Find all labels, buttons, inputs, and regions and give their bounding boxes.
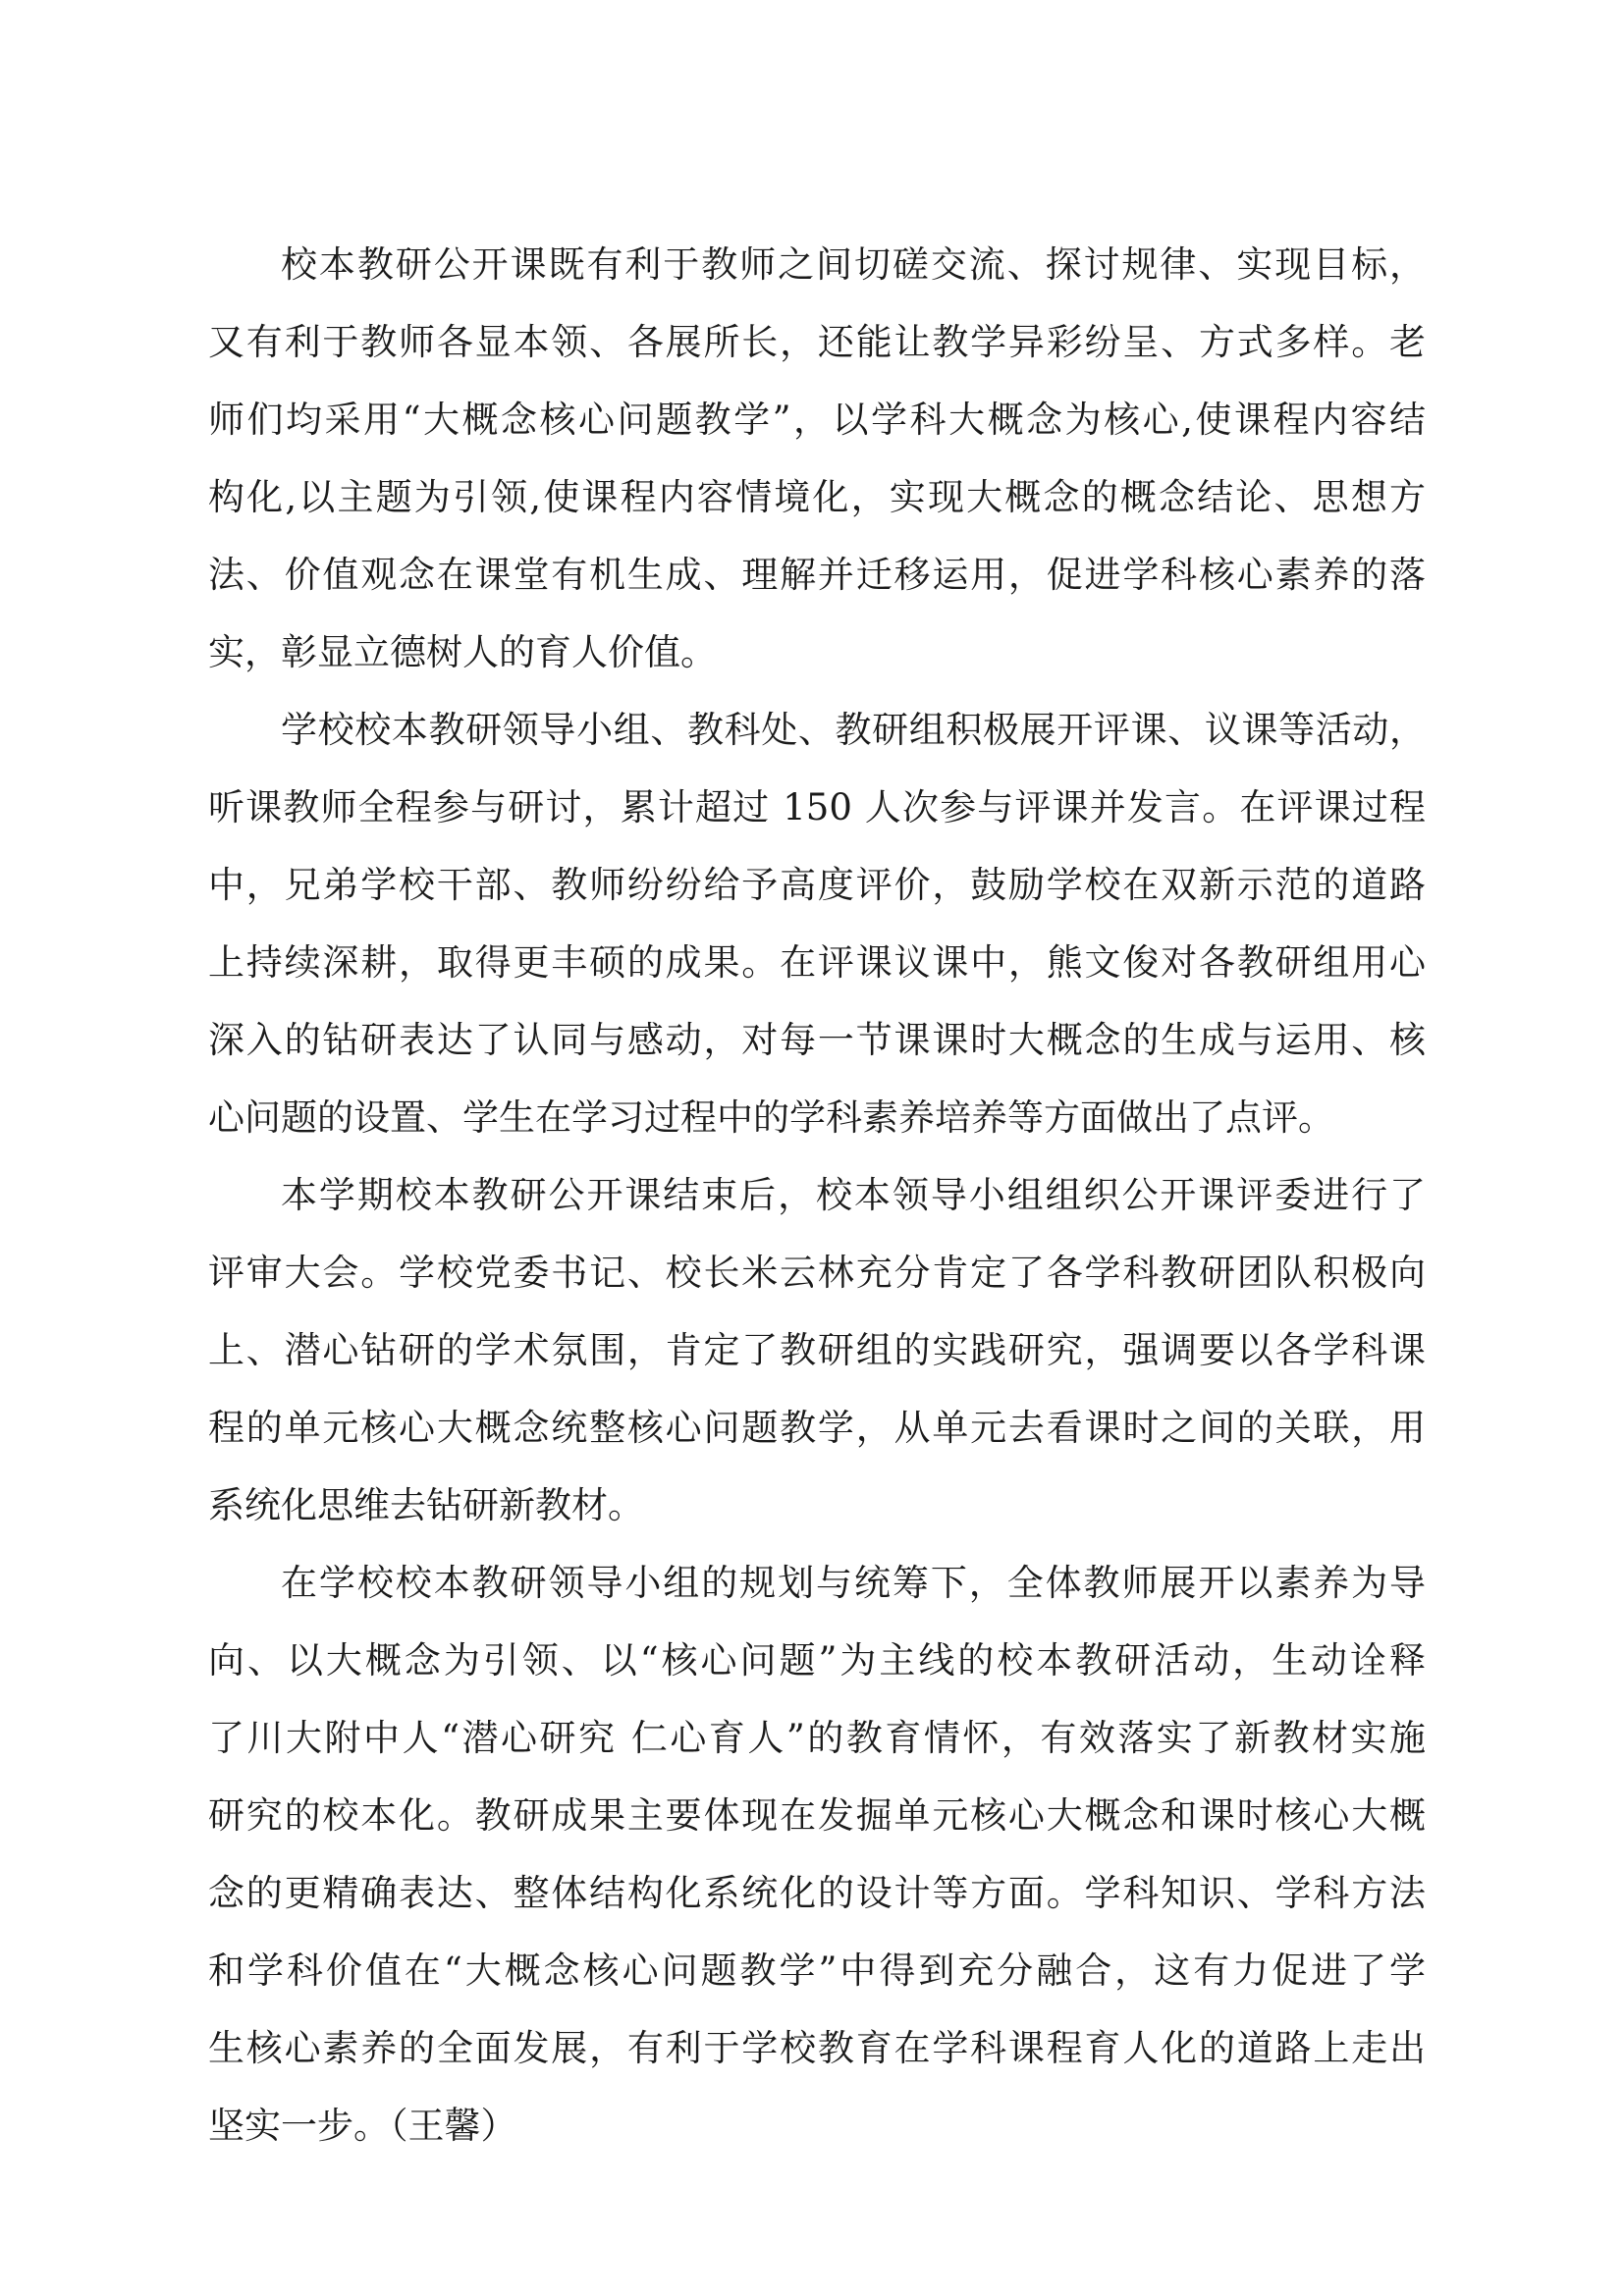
paragraph-4 [208,1544,1426,2164]
paragraph-line: 本学期校本教研公开课结束后，校本领导小组组织公开课评委进行了 [281,1174,1426,1216]
paragraph-2 [208,691,1426,1156]
paragraph-line: 向、以大概念为引领、以“核心问题”为主线的校本教研活动，生动诠释 [208,1639,1426,1682]
paragraph-line: 坚实一步。（王馨） [208,2105,517,2147]
paragraph-line: 上持续深耕，取得更丰硕的成果。在评课议课中，熊文俊对各教研组用心 [208,941,1426,984]
paragraph-line: 了川大附中人“潜心研究 仁心育人”的教育情怀，有效落实了新教材实施 [208,1717,1426,1759]
paragraph-line: 师们均采用“大概念核心问题教学”，以学科大概念为核心,使课程内容结 [208,399,1426,441]
document-page [208,226,1426,2164]
paragraph-line: 法、价值观念在课堂有机生成、理解并迁移运用，促进学科核心素养的落 [208,554,1426,596]
paragraph-1 [208,226,1426,691]
paragraph-line: 学校校本教研领导小组、教科处、教研组积极展开评课、议课等活动， [281,709,1426,751]
paragraph-line: 深入的钻研表达了认同与感动，对每一节课课时大概念的生成与运用、核 [208,1019,1426,1061]
paragraph-3 [208,1156,1426,1544]
paragraph-line: 程的单元核心大概念统整核心问题教学，从单元去看课时之间的关联，用 [208,1407,1426,1449]
paragraph-line: 研究的校本化。教研成果主要体现在发掘单元核心大概念和课时核心大概 [208,1794,1426,1837]
paragraph-line: 中，兄弟学校干部、教师纷纷给予高度评价，鼓励学校在双新示范的道路 [208,864,1426,906]
paragraph-line: 上、潜心钻研的学术氛围，肯定了教研组的实践研究，强调要以各学科课 [208,1329,1426,1371]
paragraph-line: 听课教师全程参与研讨，累计超过 150 人次参与评课并发言。在评课过程 [208,786,1426,828]
paragraph-line: 构化,以主题为引领,使课程内容情境化，实现大概念的概念结论、思想方 [208,476,1426,518]
paragraph-line: 念的更精确表达、整体结构化系统化的设计等方面。学科知识、学科方法 [208,1872,1426,1914]
paragraph-line: 评审大会。学校党委书记、校长米云林充分肯定了各学科教研团队积极向 [208,1252,1426,1294]
paragraph-line: 又有利于教师各显本领、各展所长，还能让教学异彩纷呈、方式多样。老 [208,321,1426,363]
paragraph-line: 在学校校本教研领导小组的规划与统筹下，全体教师展开以素养为导 [281,1562,1426,1604]
paragraph-line: 生核心素养的全面发展，有利于学校教育在学科课程育人化的道路上走出 [208,2027,1426,2069]
paragraph-line: 和学科价值在“大概念核心问题教学”中得到充分融合，这有力促进了学 [208,1949,1426,1992]
paragraph-line: 校本教研公开课既有利于教师之间切磋交流、探讨规律、实现目标， [281,243,1426,286]
paragraph-line: 实，彰显立德树人的育人价值。 [208,631,717,673]
paragraph-line: 系统化思维去钻研新教材。 [208,1484,644,1526]
paragraph-line: 心问题的设置、学生在学习过程中的学科素养培养等方面做出了点评。 [208,1096,1334,1139]
